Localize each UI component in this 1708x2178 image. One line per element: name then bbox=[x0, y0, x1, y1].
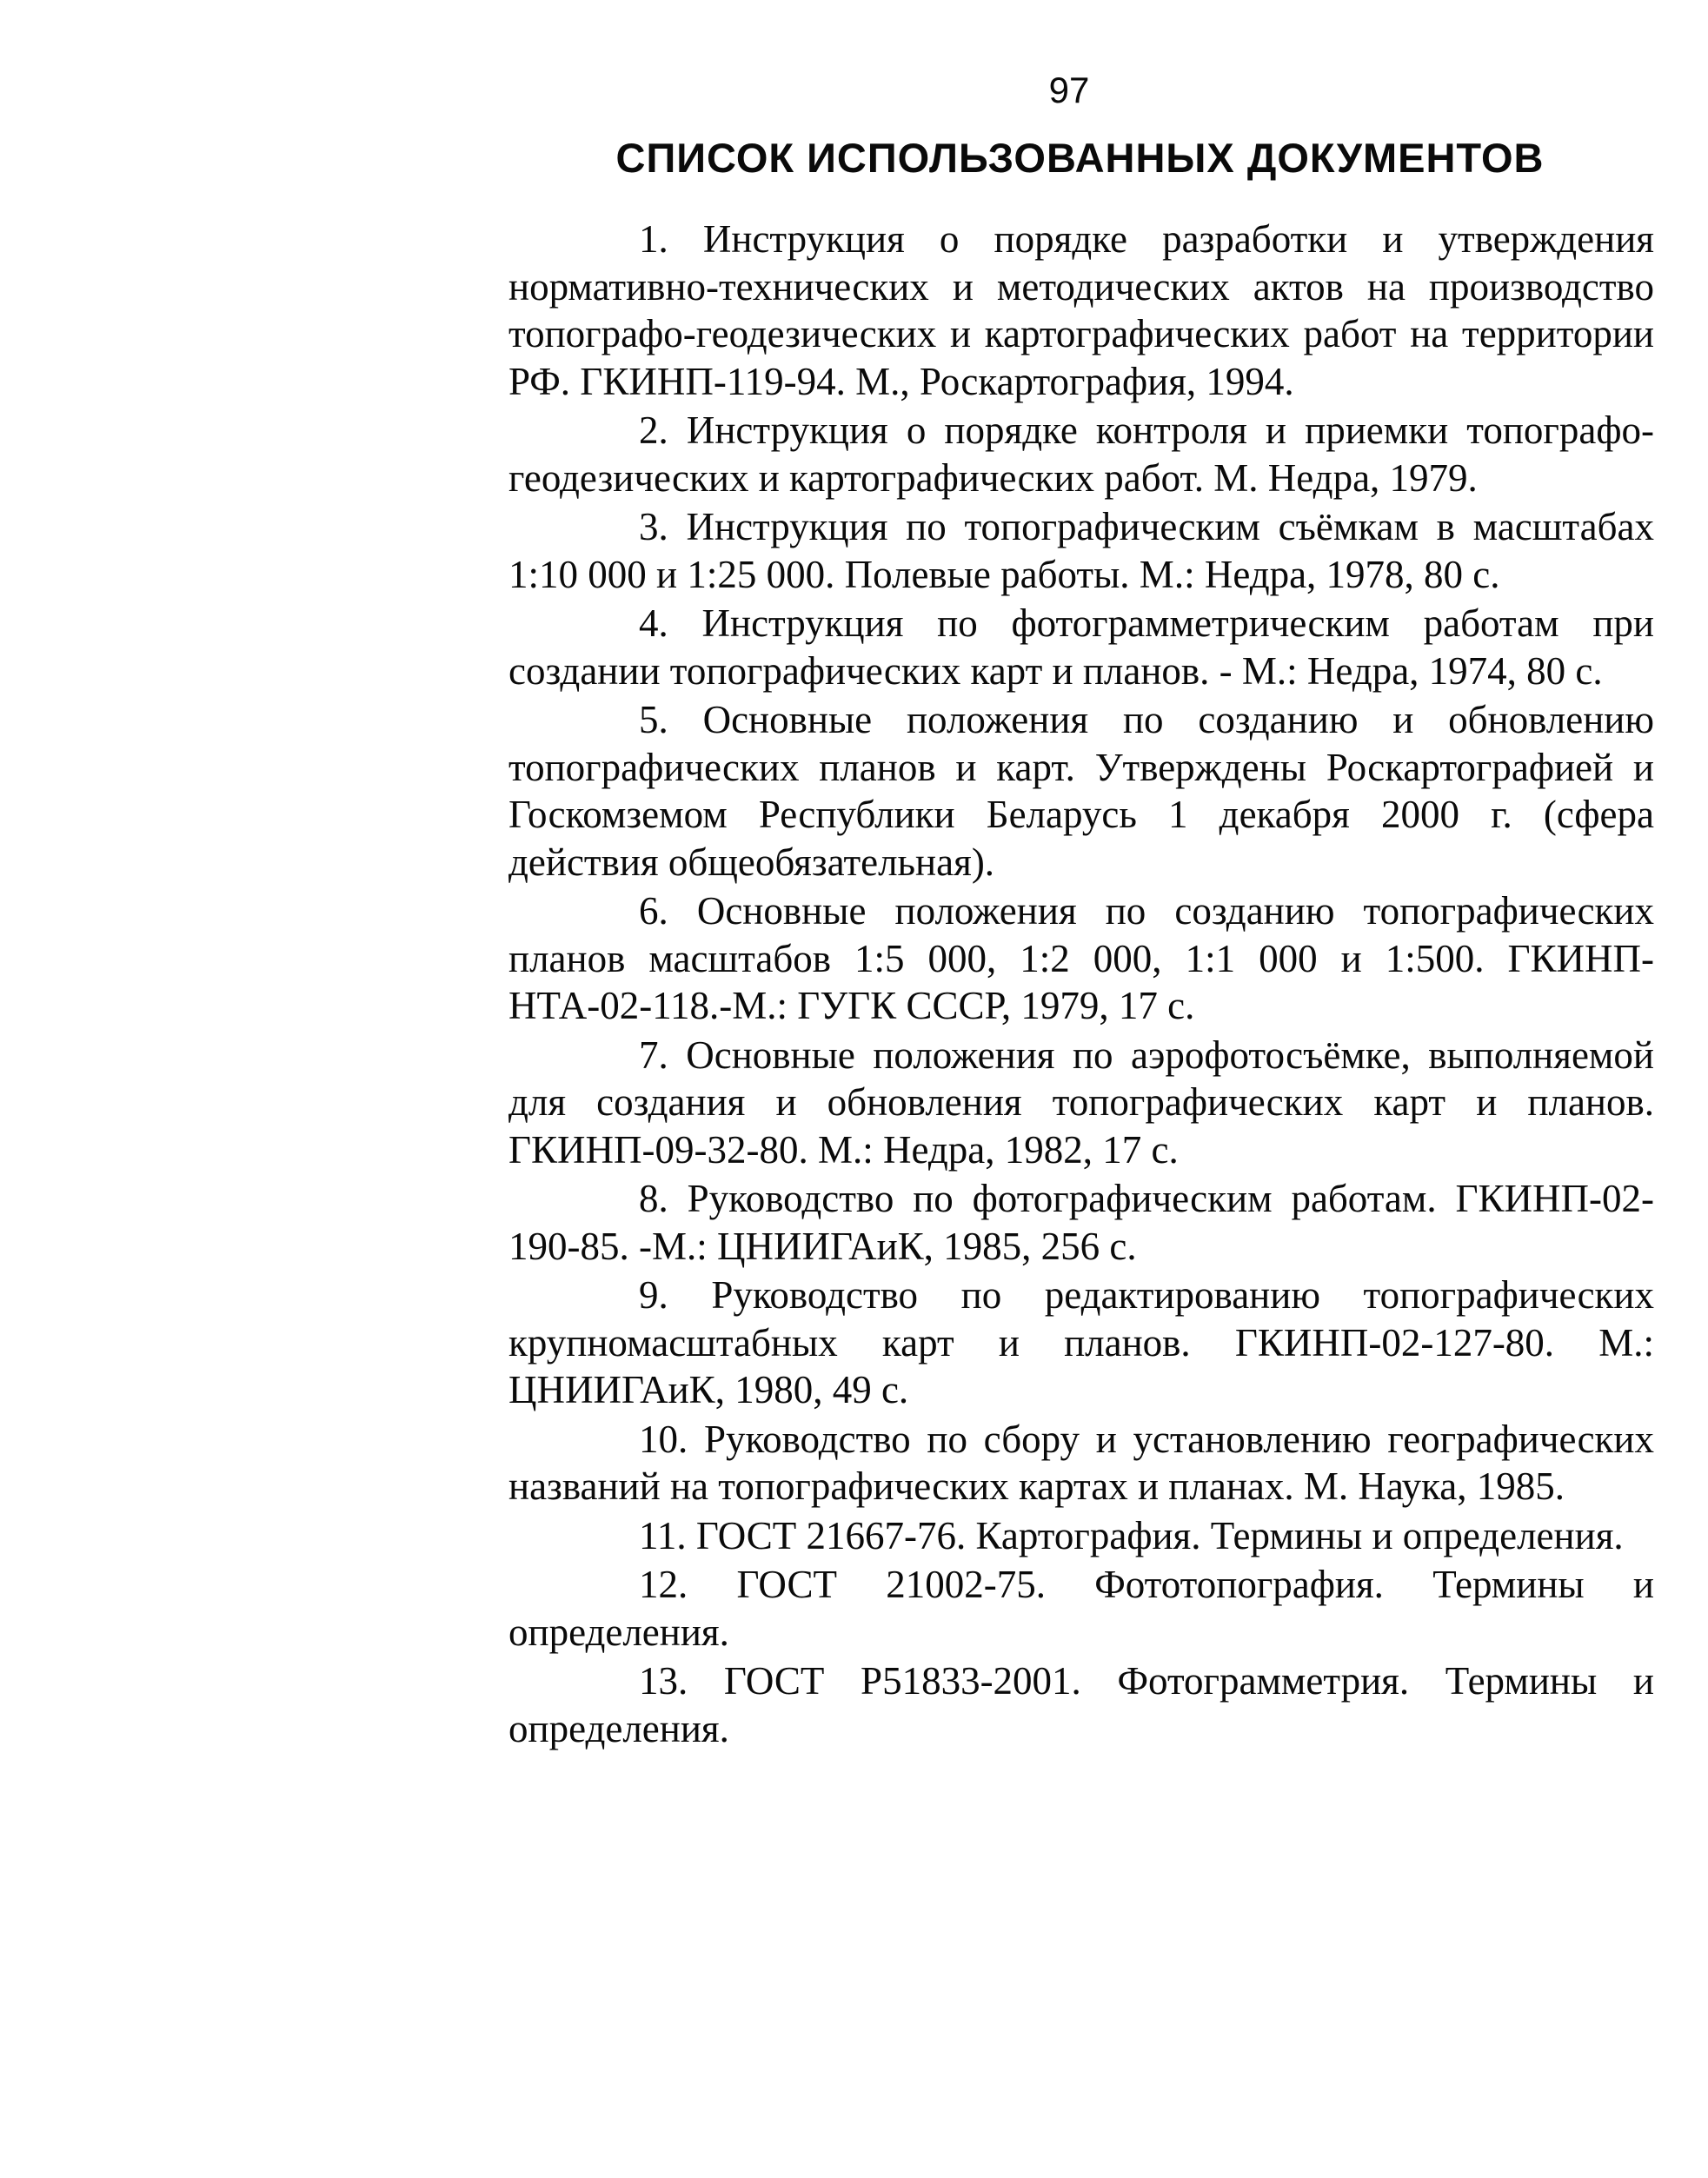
list-item: 5. Основные положения по созданию и обновлению топографических планов и карт. Утверждены Роскартографией и Госкомземом Республики Беларусь 1 декабря 2000 г. (сфера действия общеобязательная). bbox=[508, 698, 1654, 884]
list-item: 8. Руководство по фотографическим работам. ГКИНП-02-190-85. -М.: ЦНИИГАиК, 1985, 256 с. bbox=[508, 1177, 1654, 1268]
page-title: СПИСОК ИСПОЛЬЗОВАННЫХ ДОКУМЕНТОВ bbox=[615, 135, 1545, 181]
list-item: 11. ГОСТ 21667-76. Картография. Термины и определения. bbox=[639, 1513, 1624, 1557]
list-item: 12. ГОСТ 21002-75. Фототопография. Термины и определения. bbox=[508, 1563, 1654, 1654]
page-number: 97 bbox=[1048, 70, 1090, 110]
list-item: 3. Инструкция по топографическим съёмкам в масштабах 1:10 000 и 1:25 000. Полевые работы. М.: Недра, 1978, 80 с. bbox=[508, 505, 1654, 596]
list-item: 10. Руководство по сбору и установлению географических названий на топографических картах и планах. М. Наука, 1985. bbox=[508, 1417, 1654, 1508]
list-item: 6. Основные положения по созданию топографических планов масштабов 1:5 000, 1:2 000, 1:1 000 и 1:500. ГКИНП-НТА-02-118.-М.: ГУГК СССР, 1979, 17 с. bbox=[508, 889, 1654, 1027]
list-item: 7. Основные положения по аэрофотосъёмке, выполняемой для создания и обновления топографических карт и планов. ГКИНП-09-32-80. М.: Недра, 1982, 17 с. bbox=[508, 1033, 1654, 1172]
list-item: 13. ГОСТ Р51833-2001. Фотограмметрия. Термины и определения. bbox=[508, 1659, 1654, 1750]
list-item: 1. Инструкция о порядке разработки и утверждения нормативно-технических и методических актов на производство топографо-геодезических и картографических работ на территории РФ. ГКИНП-119-94. М., Роскартография, 1994. bbox=[508, 217, 1654, 403]
list-item: 2. Инструкция о порядке контроля и приемки топографо-геодезических и картографических работ. М. Недра, 1979. bbox=[508, 408, 1654, 500]
list-item: 4. Инструкция по фотограмметрическим работам при создании топографических карт и планов. - М.: Недра, 1974, 80 с. bbox=[508, 601, 1654, 693]
reference-list bbox=[508, 216, 1654, 1754]
list-item: 9. Руководство по редактированию топографических крупномасштабных карт и планов. ГКИНП-02-127-80. М.: ЦНИИГАиК, 1980, 49 с. bbox=[508, 1273, 1654, 1411]
